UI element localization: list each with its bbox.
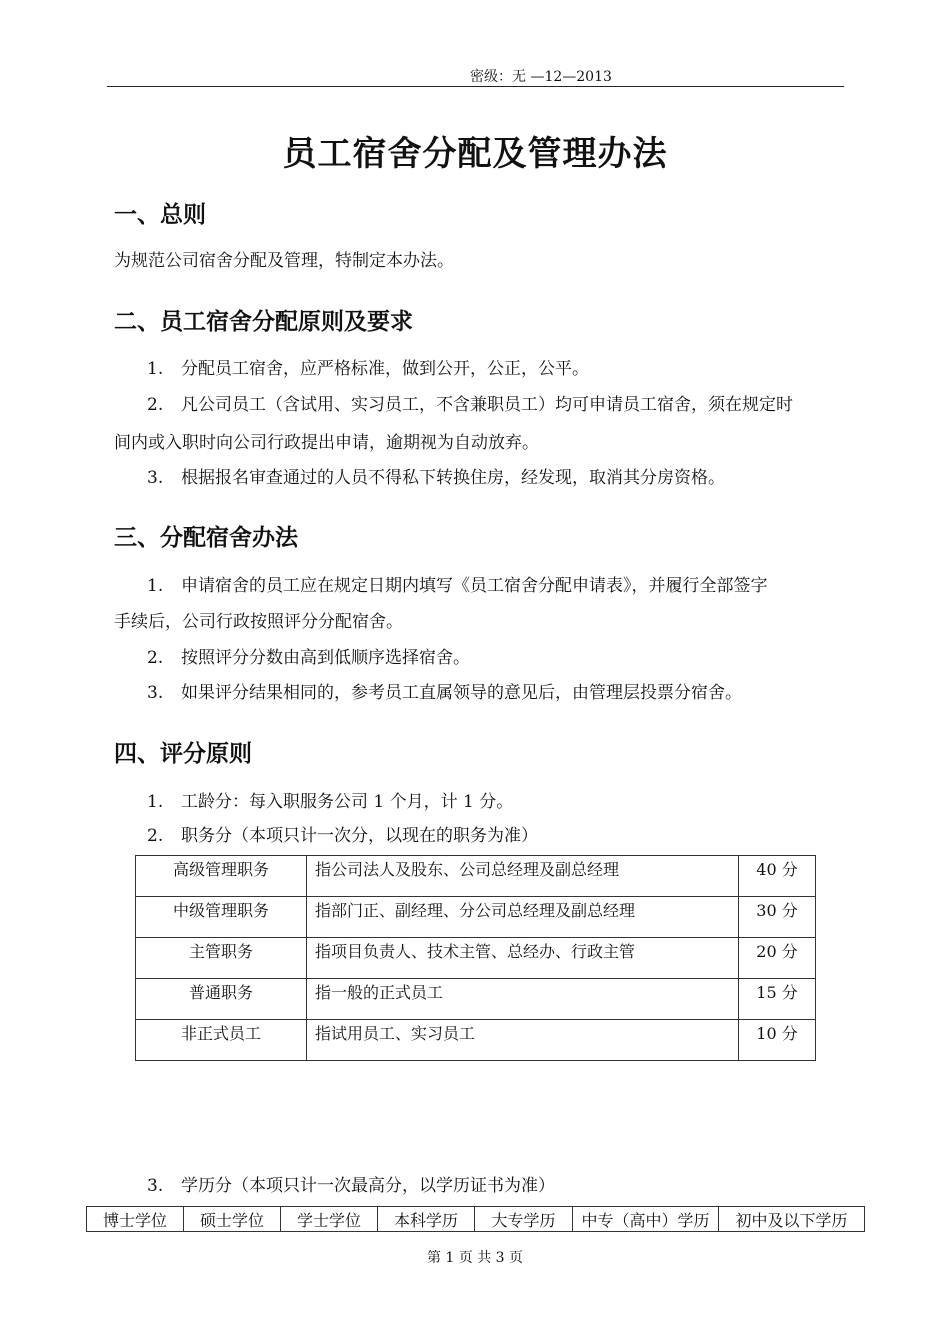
list-item-number: 3. — [147, 468, 164, 488]
list-item — [147, 787, 513, 812]
list-item-number: 2. — [147, 826, 164, 846]
duty-level-cell: 高级管理职务 — [136, 856, 307, 897]
education-level-cell: 学士学位 — [281, 1207, 378, 1232]
duty-score-cell: 15 分 — [739, 979, 816, 1020]
table-row — [136, 938, 816, 979]
duty-description-cell: 指项目负责人、技术主管、总经办、行政主管 — [307, 938, 739, 979]
list-item-text: 工龄分：每入职服务公司 1 个月，计 1 分。 — [181, 792, 514, 812]
document-title: 员工宿舍分配及管理办法 — [282, 134, 668, 174]
list-item — [147, 354, 589, 379]
list-item-text: 学历分（本项只计一次最高分，以学历证书为准） — [181, 1176, 555, 1196]
education-level-cell: 博士学位 — [87, 1207, 184, 1232]
list-item — [147, 463, 725, 488]
education-level-cell: 大专学历 — [475, 1207, 573, 1232]
duty-score-cell: 10 分 — [739, 1020, 816, 1061]
table-row — [87, 1207, 865, 1232]
duty-level-cell: 非正式员工 — [136, 1020, 307, 1061]
list-item-number: 1. — [147, 792, 164, 812]
education-score-table — [86, 1206, 865, 1232]
table-row — [136, 856, 816, 897]
duty-level-cell: 主管职务 — [136, 938, 307, 979]
duty-level-cell: 普通职务 — [136, 979, 307, 1020]
list-item-text: 凡公司员工（含试用、实习员工，不含兼职员工）均可申请员工宿舍，须在规定时 — [181, 395, 793, 415]
duty-score-cell: 30 分 — [739, 897, 816, 938]
section-heading-1: 一、总则 — [114, 202, 206, 228]
duty-level-cell: 中级管理职务 — [136, 897, 307, 938]
list-item-number: 1. — [147, 359, 164, 379]
list-item-number: 1. — [147, 576, 164, 596]
table-row — [136, 979, 816, 1020]
section-heading-3: 三、分配宿舍办法 — [114, 525, 298, 551]
list-item — [147, 390, 793, 415]
list-item-number: 2. — [147, 648, 164, 668]
education-level-cell: 本科学历 — [378, 1207, 475, 1232]
list-item-continuation: 手续后，公司行政按照评分分配宿舍。 — [114, 612, 403, 632]
list-item-text: 按照评分分数由高到低顺序选择宿舍。 — [181, 648, 470, 668]
header-rule — [107, 86, 844, 87]
list-item — [147, 1171, 555, 1196]
page-footer: 第 1 页 共 3 页 — [426, 1250, 524, 1266]
section-heading-2: 二、员工宿舍分配原则及要求 — [114, 309, 413, 335]
list-item — [147, 678, 742, 703]
table-row — [136, 897, 816, 938]
header-classification: 密级：无 —12—2013 — [470, 69, 612, 85]
duty-score-cell: 40 分 — [739, 856, 816, 897]
education-level-cell: 硕士学位 — [184, 1207, 281, 1232]
list-item — [147, 821, 538, 846]
table-row — [136, 1020, 816, 1061]
list-item — [147, 571, 768, 596]
list-item — [147, 643, 470, 668]
duty-score-cell: 20 分 — [739, 938, 816, 979]
section-heading-4: 四、评分原则 — [114, 741, 252, 767]
list-item-number: 3. — [147, 1176, 164, 1196]
education-level-cell: 初中及以下学历 — [719, 1207, 865, 1232]
education-level-cell: 中专（高中）学历 — [573, 1207, 719, 1232]
list-item-text: 申请宿舍的员工应在规定日期内填写《员工宿舍分配申请表》，并履行全部签字 — [181, 576, 768, 596]
duty-description-cell: 指一般的正式员工 — [307, 979, 739, 1020]
duty-score-table — [135, 855, 816, 1061]
list-item-text: 根据报名审查通过的人员不得私下转换住房，经发现，取消其分房资格。 — [181, 468, 725, 488]
section-1-paragraph: 为规范公司宿舍分配及管理，特制定本办法。 — [114, 251, 454, 271]
duty-description-cell: 指公司法人及股东、公司总经理及副总经理 — [307, 856, 739, 897]
list-item-number: 2. — [147, 395, 164, 415]
list-item-text: 职务分（本项只计一次分，以现在的职务为准） — [181, 826, 538, 846]
list-item-number: 3. — [147, 683, 164, 703]
list-item-text: 分配员工宿舍，应严格标准，做到公开，公正，公平。 — [181, 359, 589, 379]
duty-description-cell: 指部门正、副经理、分公司总经理及副总经理 — [307, 897, 739, 938]
list-item-text: 如果评分结果相同的，参考员工直属领导的意见后，由管理层投票分宿舍。 — [181, 683, 742, 703]
list-item-continuation: 间内或入职时向公司行政提出申请，逾期视为自动放弃。 — [114, 433, 539, 453]
duty-description-cell: 指试用员工、实习员工 — [307, 1020, 739, 1061]
